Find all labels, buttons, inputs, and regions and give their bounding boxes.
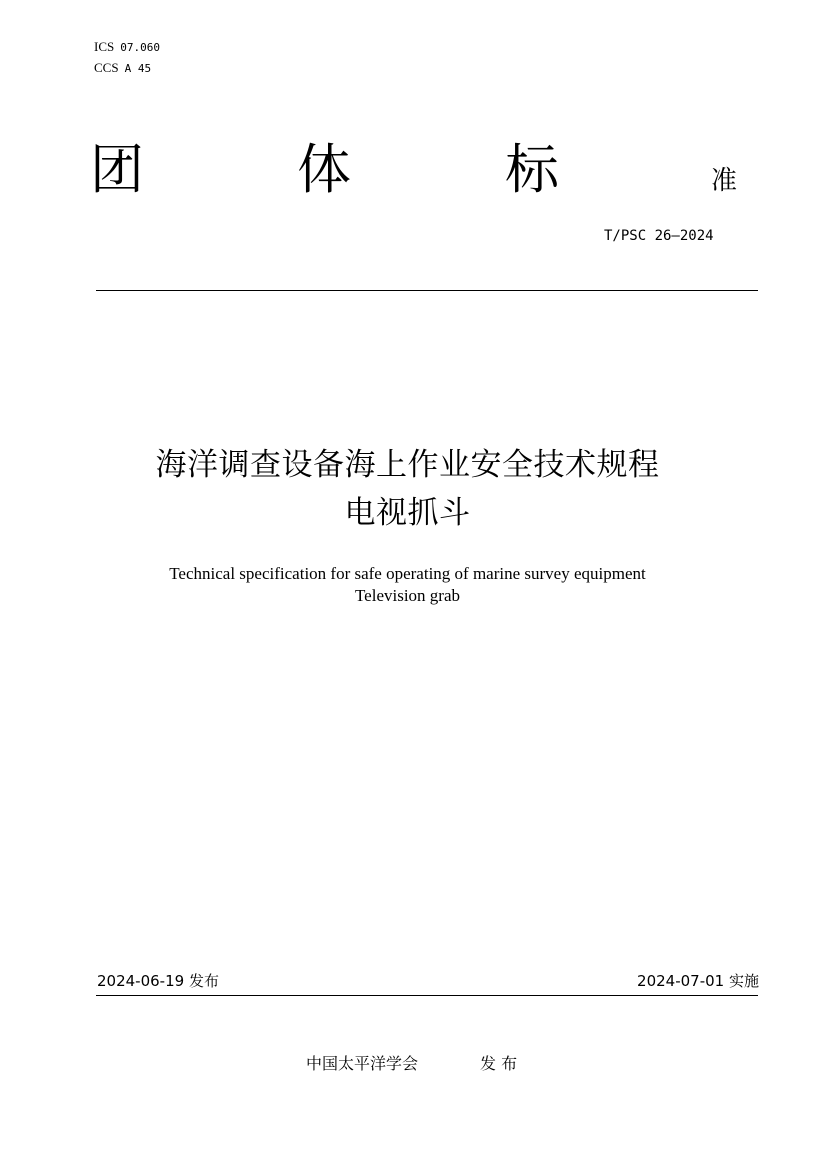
title-en-line-1: Technical specification for safe operating of marine survey equipment <box>169 564 646 583</box>
bottom-divider <box>96 995 758 996</box>
publisher-name: 中国太平洋学会 <box>306 1054 419 1073</box>
ccs-code <box>94 61 151 76</box>
standard-type-char-3: 标 <box>505 138 559 201</box>
standard-type-char-2: 体 <box>297 138 351 201</box>
ics-code <box>94 40 160 55</box>
ics-label: ICS <box>94 39 115 54</box>
ccs-label: CCS <box>94 60 119 75</box>
standard-number: T/PSC 26—2024 <box>604 228 714 244</box>
title-cn-line-2: 电视抓斗 <box>344 495 471 531</box>
standard-type-char-4: 准 <box>711 166 738 196</box>
publisher-action: 发 布 <box>480 1054 518 1073</box>
ics-value: 07.060 <box>120 41 160 54</box>
top-divider <box>96 290 758 291</box>
title-cn-line-1: 海洋调查设备海上作业安全技术规程 <box>155 447 660 483</box>
standard-type-char-1: 团 <box>90 138 144 201</box>
ccs-value: A 45 <box>124 62 152 75</box>
issue-date: 2024-06-19 发布 <box>97 972 219 990</box>
implementation-date: 2024-07-01 实施 <box>637 972 759 990</box>
title-en-line-2: Television grab <box>354 586 461 605</box>
